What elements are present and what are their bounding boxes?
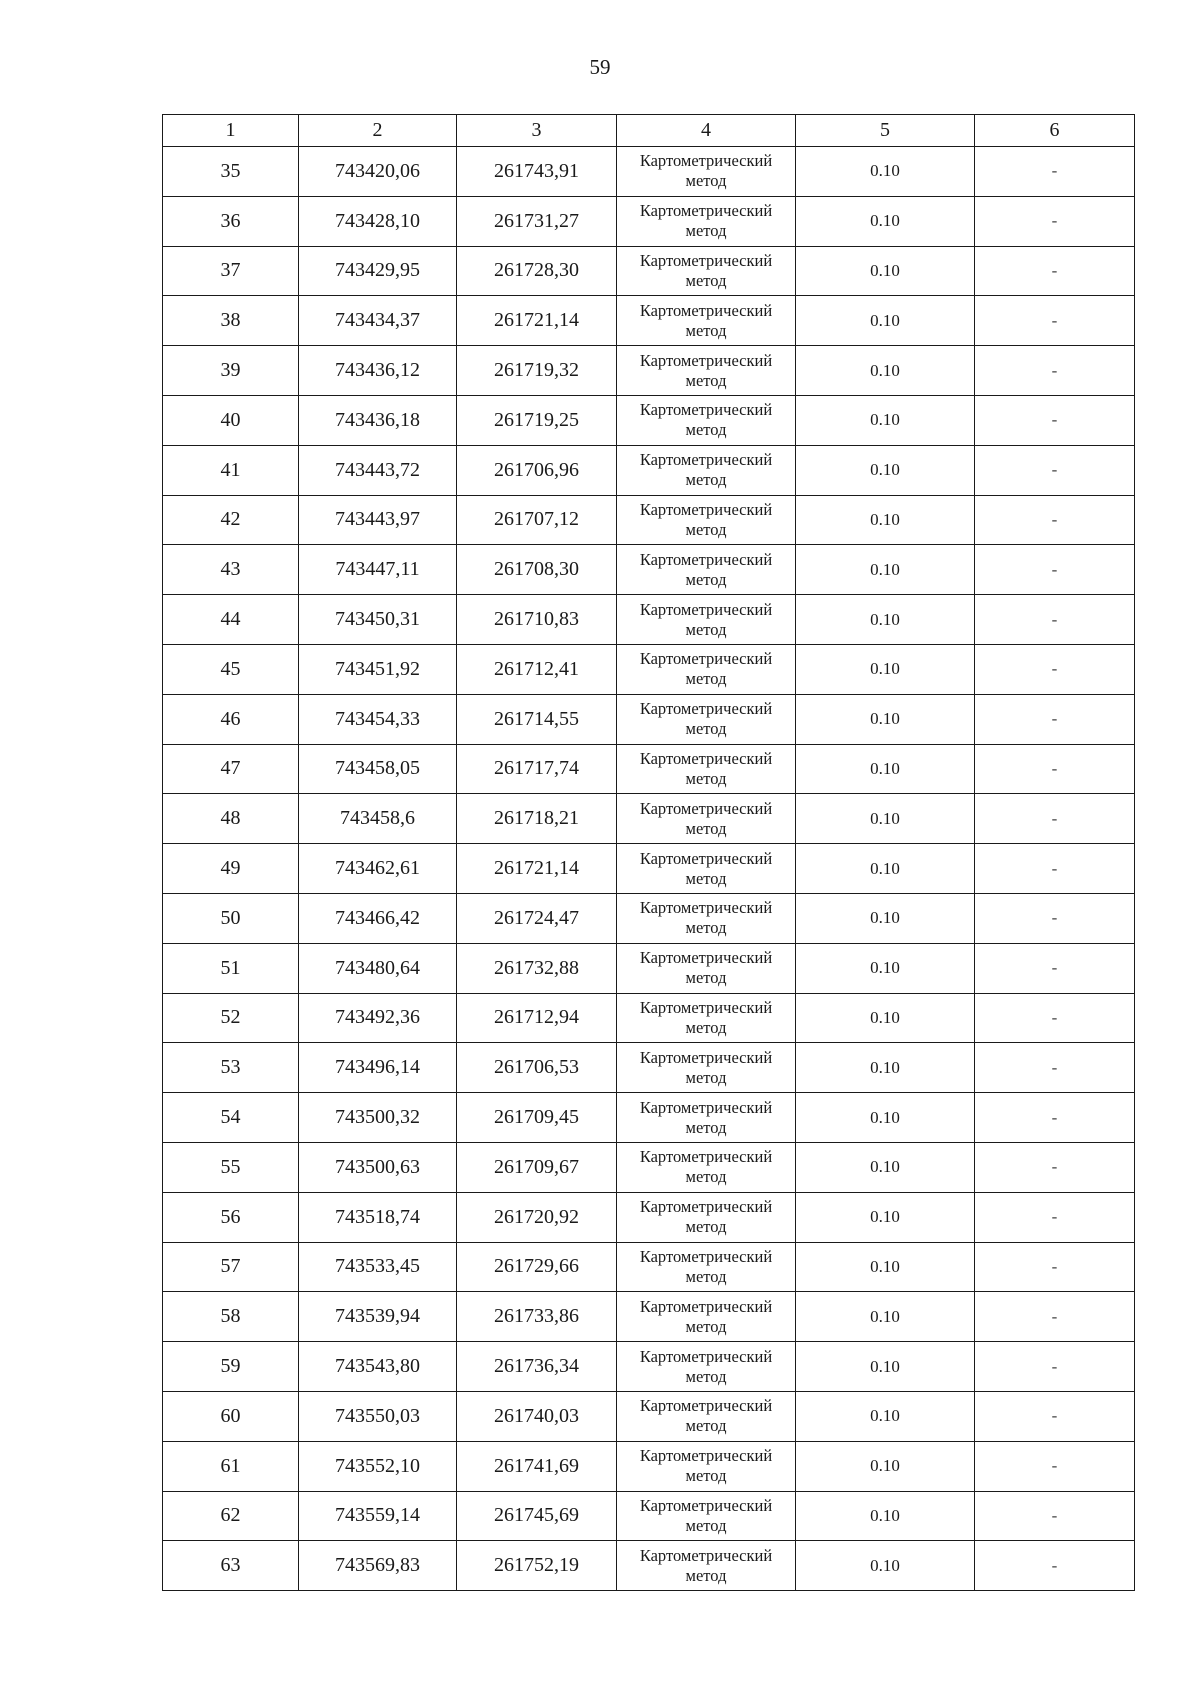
method-cell xyxy=(617,943,796,993)
table-row xyxy=(163,1093,1135,1143)
note-cell: - xyxy=(975,1441,1135,1491)
table-row xyxy=(163,1441,1135,1491)
y-coordinate-cell: 261719,25 xyxy=(457,395,617,445)
method-line-2: метод xyxy=(685,868,727,888)
accuracy-cell: 0.10 xyxy=(796,1391,975,1441)
table-row xyxy=(163,694,1135,744)
y-coordinate-cell: 261752,19 xyxy=(457,1541,617,1591)
accuracy-cell: 0.10 xyxy=(796,844,975,894)
method-line-1: Картометрический xyxy=(639,848,773,868)
table-row xyxy=(163,1043,1135,1093)
table-row xyxy=(163,595,1135,645)
accuracy-cell: 0.10 xyxy=(796,445,975,495)
note-cell: - xyxy=(975,644,1135,694)
method-line-2: метод xyxy=(685,519,727,539)
table-row xyxy=(163,545,1135,595)
point-number-cell: 57 xyxy=(163,1242,299,1292)
point-number-cell: 60 xyxy=(163,1391,299,1441)
method-line-2: метод xyxy=(685,918,727,938)
point-number-cell: 53 xyxy=(163,1043,299,1093)
x-coordinate-cell: 743550,03 xyxy=(299,1391,457,1441)
y-coordinate-cell: 261708,30 xyxy=(457,545,617,595)
note-cell: - xyxy=(975,943,1135,993)
point-number-cell: 55 xyxy=(163,1142,299,1192)
table-row xyxy=(163,495,1135,545)
method-cell xyxy=(617,893,796,943)
table-row xyxy=(163,993,1135,1043)
y-coordinate-cell: 261706,53 xyxy=(457,1043,617,1093)
method-cell xyxy=(617,1441,796,1491)
table-row xyxy=(163,844,1135,894)
note-cell: - xyxy=(975,893,1135,943)
note-cell: - xyxy=(975,395,1135,445)
method-line-2: метод xyxy=(685,270,727,290)
method-cell xyxy=(617,246,796,296)
x-coordinate-cell: 743458,6 xyxy=(299,794,457,844)
note-cell: - xyxy=(975,346,1135,396)
accuracy-cell: 0.10 xyxy=(796,744,975,794)
header-col-3: 3 xyxy=(457,115,617,147)
method-line-1: Картометрический xyxy=(639,1246,773,1266)
x-coordinate-cell: 743559,14 xyxy=(299,1491,457,1541)
point-number-cell: 42 xyxy=(163,495,299,545)
method-line-1: Картометрический xyxy=(639,798,773,818)
accuracy-cell: 0.10 xyxy=(796,246,975,296)
method-line-1: Картометрический xyxy=(639,300,773,320)
point-number-cell: 41 xyxy=(163,445,299,495)
accuracy-cell: 0.10 xyxy=(796,196,975,246)
method-cell xyxy=(617,993,796,1043)
method-line-2: метод xyxy=(685,1515,727,1535)
point-number-cell: 44 xyxy=(163,595,299,645)
method-line-1: Картометрический xyxy=(639,748,773,768)
x-coordinate-cell: 743480,64 xyxy=(299,943,457,993)
point-number-cell: 63 xyxy=(163,1541,299,1591)
point-number-cell: 59 xyxy=(163,1342,299,1392)
method-cell xyxy=(617,1342,796,1392)
coordinates-table xyxy=(162,114,1135,1591)
method-line-2: метод xyxy=(685,569,727,589)
method-line-1: Картометрический xyxy=(639,400,773,420)
y-coordinate-cell: 261712,41 xyxy=(457,644,617,694)
accuracy-cell: 0.10 xyxy=(796,296,975,346)
y-coordinate-cell: 261740,03 xyxy=(457,1391,617,1441)
header-col-6: 6 xyxy=(975,115,1135,147)
header-col-4: 4 xyxy=(617,115,796,147)
x-coordinate-cell: 743450,31 xyxy=(299,595,457,645)
point-number-cell: 37 xyxy=(163,246,299,296)
accuracy-cell: 0.10 xyxy=(796,794,975,844)
table-row xyxy=(163,1192,1135,1242)
header-col-2: 2 xyxy=(299,115,457,147)
accuracy-cell: 0.10 xyxy=(796,1242,975,1292)
y-coordinate-cell: 261745,69 xyxy=(457,1491,617,1541)
point-number-cell: 61 xyxy=(163,1441,299,1491)
method-line-1: Картометрический xyxy=(639,997,773,1017)
method-line-1: Картометрический xyxy=(639,649,773,669)
method-line-2: метод xyxy=(685,1416,727,1436)
method-line-2: метод xyxy=(685,1466,727,1486)
y-coordinate-cell: 261706,96 xyxy=(457,445,617,495)
table-row xyxy=(163,1242,1135,1292)
method-line-2: метод xyxy=(685,470,727,490)
note-cell: - xyxy=(975,1093,1135,1143)
accuracy-cell: 0.10 xyxy=(796,1541,975,1591)
method-cell xyxy=(617,545,796,595)
method-cell xyxy=(617,196,796,246)
method-line-1: Картометрический xyxy=(639,948,773,968)
method-line-2: метод xyxy=(685,1565,727,1585)
accuracy-cell: 0.10 xyxy=(796,1192,975,1242)
method-line-2: метод xyxy=(685,1017,727,1037)
method-line-2: метод xyxy=(685,1067,727,1087)
y-coordinate-cell: 261718,21 xyxy=(457,794,617,844)
method-line-1: Картометрический xyxy=(639,1396,773,1416)
y-coordinate-cell: 261721,14 xyxy=(457,844,617,894)
table-row xyxy=(163,644,1135,694)
accuracy-cell: 0.10 xyxy=(796,545,975,595)
y-coordinate-cell: 261709,45 xyxy=(457,1093,617,1143)
method-line-1: Картометрический xyxy=(639,1296,773,1316)
y-coordinate-cell: 261719,32 xyxy=(457,346,617,396)
accuracy-cell: 0.10 xyxy=(796,495,975,545)
accuracy-cell: 0.10 xyxy=(796,1043,975,1093)
table-row xyxy=(163,246,1135,296)
x-coordinate-cell: 743443,97 xyxy=(299,495,457,545)
method-line-1: Картометрический xyxy=(639,1545,773,1565)
method-cell xyxy=(617,1491,796,1541)
table-row xyxy=(163,1342,1135,1392)
method-line-2: метод xyxy=(685,370,727,390)
table-row xyxy=(163,296,1135,346)
y-coordinate-cell: 261707,12 xyxy=(457,495,617,545)
accuracy-cell: 0.10 xyxy=(796,1342,975,1392)
point-number-cell: 52 xyxy=(163,993,299,1043)
note-cell: - xyxy=(975,1192,1135,1242)
point-number-cell: 38 xyxy=(163,296,299,346)
method-cell xyxy=(617,744,796,794)
method-cell xyxy=(617,794,796,844)
method-line-1: Картометрический xyxy=(639,350,773,370)
y-coordinate-cell: 261729,66 xyxy=(457,1242,617,1292)
point-number-cell: 58 xyxy=(163,1292,299,1342)
y-coordinate-cell: 261728,30 xyxy=(457,246,617,296)
method-line-2: метод xyxy=(685,968,727,988)
note-cell: - xyxy=(975,246,1135,296)
table-row xyxy=(163,794,1135,844)
point-number-cell: 35 xyxy=(163,147,299,197)
y-coordinate-cell: 261720,92 xyxy=(457,1192,617,1242)
method-line-2: метод xyxy=(685,669,727,689)
method-line-1: Картометрический xyxy=(639,250,773,270)
point-number-cell: 62 xyxy=(163,1491,299,1541)
method-line-2: метод xyxy=(685,420,727,440)
method-line-2: метод xyxy=(685,1316,727,1336)
method-line-2: метод xyxy=(685,1117,727,1137)
accuracy-cell: 0.10 xyxy=(796,1491,975,1541)
x-coordinate-cell: 743543,80 xyxy=(299,1342,457,1392)
method-line-1: Картометрический xyxy=(639,1495,773,1515)
method-cell xyxy=(617,147,796,197)
table-row xyxy=(163,395,1135,445)
method-line-1: Картометрический xyxy=(639,1446,773,1466)
x-coordinate-cell: 743451,92 xyxy=(299,644,457,694)
x-coordinate-cell: 743500,63 xyxy=(299,1142,457,1192)
point-number-cell: 51 xyxy=(163,943,299,993)
y-coordinate-cell: 261714,55 xyxy=(457,694,617,744)
method-line-2: метод xyxy=(685,320,727,340)
method-cell xyxy=(617,1142,796,1192)
accuracy-cell: 0.10 xyxy=(796,595,975,645)
y-coordinate-cell: 261709,67 xyxy=(457,1142,617,1192)
accuracy-cell: 0.10 xyxy=(796,346,975,396)
note-cell: - xyxy=(975,1142,1135,1192)
accuracy-cell: 0.10 xyxy=(796,943,975,993)
method-cell xyxy=(617,1043,796,1093)
accuracy-cell: 0.10 xyxy=(796,694,975,744)
method-cell xyxy=(617,346,796,396)
y-coordinate-cell: 261712,94 xyxy=(457,993,617,1043)
point-number-cell: 47 xyxy=(163,744,299,794)
x-coordinate-cell: 743447,11 xyxy=(299,545,457,595)
method-line-2: метод xyxy=(685,619,727,639)
method-line-1: Картометрический xyxy=(639,1047,773,1067)
x-coordinate-cell: 743500,32 xyxy=(299,1093,457,1143)
note-cell: - xyxy=(975,1541,1135,1591)
x-coordinate-cell: 743436,18 xyxy=(299,395,457,445)
table-row xyxy=(163,893,1135,943)
x-coordinate-cell: 743436,12 xyxy=(299,346,457,396)
note-cell: - xyxy=(975,844,1135,894)
method-line-1: Картометрический xyxy=(639,898,773,918)
method-cell xyxy=(617,694,796,744)
table-row xyxy=(163,196,1135,246)
method-cell xyxy=(617,395,796,445)
point-number-cell: 54 xyxy=(163,1093,299,1143)
accuracy-cell: 0.10 xyxy=(796,1292,975,1342)
table-row xyxy=(163,744,1135,794)
accuracy-cell: 0.10 xyxy=(796,395,975,445)
method-cell xyxy=(617,1541,796,1591)
method-line-1: Картометрический xyxy=(639,1097,773,1117)
method-line-1: Картометрический xyxy=(639,1147,773,1167)
point-number-cell: 45 xyxy=(163,644,299,694)
point-number-cell: 49 xyxy=(163,844,299,894)
y-coordinate-cell: 261733,86 xyxy=(457,1292,617,1342)
method-line-1: Картометрический xyxy=(639,450,773,470)
x-coordinate-cell: 743533,45 xyxy=(299,1242,457,1292)
y-coordinate-cell: 261732,88 xyxy=(457,943,617,993)
y-coordinate-cell: 261741,69 xyxy=(457,1441,617,1491)
note-cell: - xyxy=(975,595,1135,645)
method-cell xyxy=(617,296,796,346)
y-coordinate-cell: 261717,74 xyxy=(457,744,617,794)
method-cell xyxy=(617,495,796,545)
table-row xyxy=(163,445,1135,495)
note-cell: - xyxy=(975,1292,1135,1342)
accuracy-cell: 0.10 xyxy=(796,1441,975,1491)
note-cell: - xyxy=(975,744,1135,794)
table-row xyxy=(163,1491,1135,1541)
note-cell: - xyxy=(975,296,1135,346)
x-coordinate-cell: 743552,10 xyxy=(299,1441,457,1491)
accuracy-cell: 0.10 xyxy=(796,1142,975,1192)
accuracy-cell: 0.10 xyxy=(796,644,975,694)
point-number-cell: 56 xyxy=(163,1192,299,1242)
note-cell: - xyxy=(975,993,1135,1043)
header-row xyxy=(163,115,1135,147)
method-line-2: метод xyxy=(685,1366,727,1386)
header-col-5: 5 xyxy=(796,115,975,147)
x-coordinate-cell: 743539,94 xyxy=(299,1292,457,1342)
table-row xyxy=(163,1142,1135,1192)
note-cell: - xyxy=(975,794,1135,844)
y-coordinate-cell: 261736,34 xyxy=(457,1342,617,1392)
x-coordinate-cell: 743492,36 xyxy=(299,993,457,1043)
method-line-2: метод xyxy=(685,818,727,838)
method-cell xyxy=(617,1391,796,1441)
y-coordinate-cell: 261724,47 xyxy=(457,893,617,943)
note-cell: - xyxy=(975,694,1135,744)
method-line-2: метод xyxy=(685,1217,727,1237)
table-body xyxy=(163,147,1135,1591)
point-number-cell: 36 xyxy=(163,196,299,246)
method-line-1: Картометрический xyxy=(639,499,773,519)
x-coordinate-cell: 743454,33 xyxy=(299,694,457,744)
accuracy-cell: 0.10 xyxy=(796,147,975,197)
note-cell: - xyxy=(975,1242,1135,1292)
note-cell: - xyxy=(975,196,1135,246)
method-line-1: Картометрический xyxy=(639,599,773,619)
y-coordinate-cell: 261731,27 xyxy=(457,196,617,246)
note-cell: - xyxy=(975,1391,1135,1441)
accuracy-cell: 0.10 xyxy=(796,1093,975,1143)
accuracy-cell: 0.10 xyxy=(796,893,975,943)
point-number-cell: 43 xyxy=(163,545,299,595)
point-number-cell: 46 xyxy=(163,694,299,744)
method-line-1: Картометрический xyxy=(639,549,773,569)
method-line-1: Картометрический xyxy=(639,699,773,719)
method-line-2: метод xyxy=(685,171,727,191)
method-cell xyxy=(617,644,796,694)
note-cell: - xyxy=(975,495,1135,545)
table-row xyxy=(163,346,1135,396)
x-coordinate-cell: 743429,95 xyxy=(299,246,457,296)
method-cell xyxy=(617,1192,796,1242)
table-row xyxy=(163,147,1135,197)
method-line-1: Картометрический xyxy=(639,151,773,171)
method-cell xyxy=(617,1093,796,1143)
header-col-1: 1 xyxy=(163,115,299,147)
x-coordinate-cell: 743466,42 xyxy=(299,893,457,943)
x-coordinate-cell: 743458,05 xyxy=(299,744,457,794)
method-cell xyxy=(617,1242,796,1292)
x-coordinate-cell: 743420,06 xyxy=(299,147,457,197)
x-coordinate-cell: 743518,74 xyxy=(299,1192,457,1242)
note-cell: - xyxy=(975,1342,1135,1392)
table-header xyxy=(163,115,1135,147)
method-line-2: метод xyxy=(685,768,727,788)
method-line-2: метод xyxy=(685,719,727,739)
table-row xyxy=(163,1541,1135,1591)
x-coordinate-cell: 743496,14 xyxy=(299,1043,457,1093)
method-line-1: Картометрический xyxy=(639,1346,773,1366)
method-cell xyxy=(617,595,796,645)
method-line-2: метод xyxy=(685,1167,727,1187)
table-row xyxy=(163,943,1135,993)
method-line-2: метод xyxy=(685,221,727,241)
y-coordinate-cell: 261743,91 xyxy=(457,147,617,197)
note-cell: - xyxy=(975,545,1135,595)
x-coordinate-cell: 743569,83 xyxy=(299,1541,457,1591)
x-coordinate-cell: 743428,10 xyxy=(299,196,457,246)
x-coordinate-cell: 743462,61 xyxy=(299,844,457,894)
method-line-1: Картометрический xyxy=(639,1197,773,1217)
point-number-cell: 48 xyxy=(163,794,299,844)
page-number: 59 xyxy=(589,55,611,79)
note-cell: - xyxy=(975,1491,1135,1541)
method-cell xyxy=(617,445,796,495)
note-cell: - xyxy=(975,147,1135,197)
note-cell: - xyxy=(975,445,1135,495)
point-number-cell: 50 xyxy=(163,893,299,943)
method-line-2: метод xyxy=(685,1266,727,1286)
method-cell xyxy=(617,1292,796,1342)
method-cell xyxy=(617,844,796,894)
y-coordinate-cell: 261710,83 xyxy=(457,595,617,645)
x-coordinate-cell: 743443,72 xyxy=(299,445,457,495)
accuracy-cell: 0.10 xyxy=(796,993,975,1043)
method-line-1: Картометрический xyxy=(639,201,773,221)
x-coordinate-cell: 743434,37 xyxy=(299,296,457,346)
y-coordinate-cell: 261721,14 xyxy=(457,296,617,346)
point-number-cell: 39 xyxy=(163,346,299,396)
note-cell: - xyxy=(975,1043,1135,1093)
point-number-cell: 40 xyxy=(163,395,299,445)
table-row xyxy=(163,1391,1135,1441)
table-row xyxy=(163,1292,1135,1342)
